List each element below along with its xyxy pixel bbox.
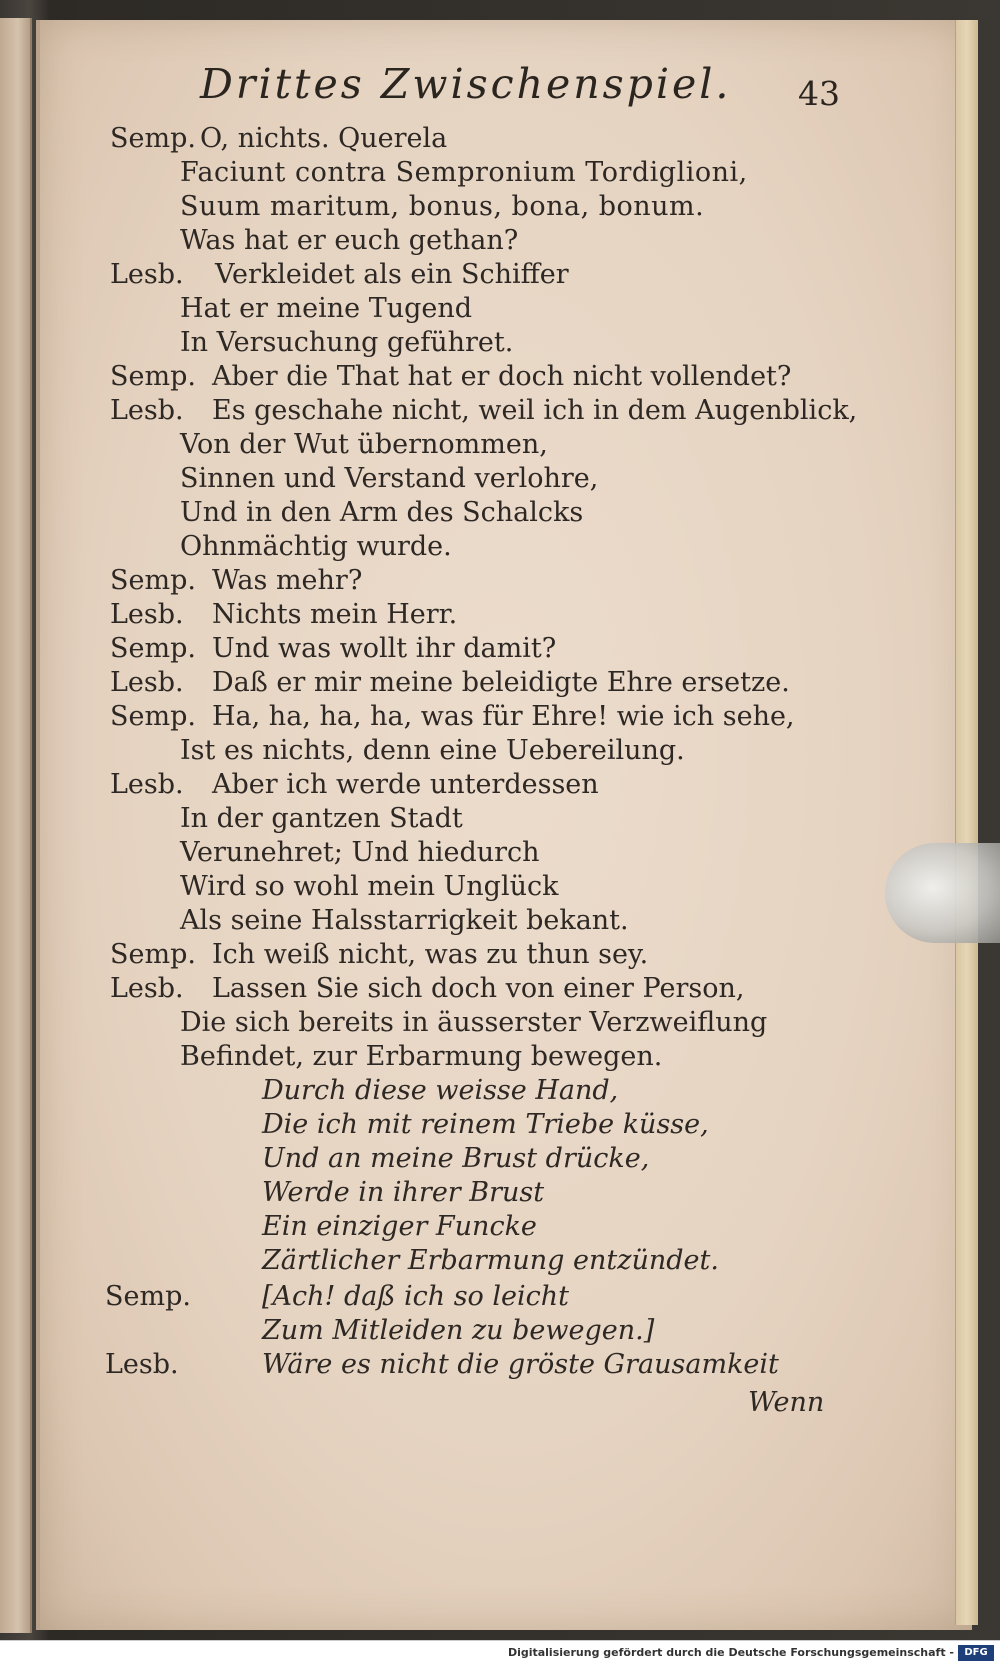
dialogue-line: O, nichts. Querela (200, 123, 448, 154)
dialogue-line: Suum maritum, bonus, bona, bonum. (180, 191, 705, 222)
dialogue-line: Hat er meine Tugend (180, 293, 473, 324)
speaker-label: Semp. (110, 123, 196, 154)
dialogue-line: Nichts mein Herr. (212, 599, 458, 630)
speaker-label: Lesb. (110, 259, 184, 290)
dfg-logo: DFG (958, 1645, 994, 1661)
speaker-label: Semp. (105, 1281, 191, 1312)
dialogue-line: Lassen Sie sich doch von einer Person, (212, 973, 745, 1004)
speaker-label: Semp. (110, 939, 196, 970)
running-title: Drittes Zwischenspiel. (200, 60, 732, 108)
page-number: 43 (798, 74, 840, 113)
footer-bar (0, 1640, 1000, 1666)
dialogue-line: Aber die That hat er doch nicht vollendet? (212, 361, 792, 392)
aria-line: Durch diese weisse Hand, (262, 1075, 619, 1106)
page-clip (885, 843, 1000, 943)
dialogue-line: Ha, ha, ha, ha, was für Ehre! wie ich sehe, (212, 701, 795, 732)
dialogue-line: Ist es nichts, denn eine Uebereilung. (180, 735, 685, 766)
dialogue-line: Als seine Halsstarrigkeit bekant. (180, 905, 629, 936)
aria-line: Zärtlicher Erbarmung entzündet. (262, 1245, 719, 1276)
speaker-label: Semp. (110, 633, 196, 664)
dialogue-line: Was mehr? (212, 565, 363, 596)
dialogue-line: Es geschahe nicht, weil ich in dem Augenblick, (212, 395, 858, 426)
dialogue-line: Wird so wohl mein Unglück (180, 871, 559, 902)
dialogue-line: Die sich bereits in äusserster Verzweiflung (180, 1007, 768, 1038)
dialogue-line: Aber ich werde unterdessen (212, 769, 599, 800)
aria-line: [Ach! daß ich so leicht (262, 1281, 570, 1312)
speaker-label: Lesb. (105, 1349, 179, 1380)
aria-line: Zum Mitleiden zu bewegen.] (262, 1315, 655, 1346)
speaker-label: Lesb. (110, 599, 184, 630)
speaker-label: Lesb. (110, 395, 184, 426)
dialogue-line: Verunehret; Und hiedurch (180, 837, 540, 868)
dialogue-line: Ohnmächtig wurde. (180, 531, 452, 562)
dialogue-line: Verkleidet als ein Schiffer (215, 259, 569, 290)
dialogue-line: Und in den Arm des Schalcks (180, 497, 584, 528)
speaker-label: Semp. (110, 701, 196, 732)
aria-line: Werde in ihrer Brust (262, 1177, 545, 1208)
dialogue-line: Und was wollt ihr damit? (212, 633, 557, 664)
dialogue-line: Was hat er euch gethan? (180, 225, 519, 256)
funding-credit: Digitalisierung gefördert durch die Deutsche Forschungsgemeinschaft - (507, 1646, 954, 1659)
speaker-label: Semp. (110, 565, 196, 596)
dialogue-line: Sinnen und Verstand verlohre, (180, 463, 599, 494)
speaker-label: Lesb. (110, 667, 184, 698)
aria-line: Die ich mit reinem Triebe küsse, (262, 1109, 709, 1140)
speaker-label: Lesb. (110, 973, 184, 1004)
dialogue-line: In der gantzen Stadt (180, 803, 463, 834)
dialogue-line: In Versuchung geführet. (180, 327, 514, 358)
speaker-label: Semp. (110, 361, 196, 392)
speaker-label: Lesb. (110, 769, 184, 800)
dialogue-line: Befindet, zur Erbarmung bewegen. (180, 1041, 663, 1072)
dialogue-line: Von der Wut übernommen, (180, 429, 548, 460)
dialogue-line: Faciunt contra Sempronium Tordiglioni, (180, 157, 748, 188)
dialogue-line: Ich weiß nicht, was zu thun sey. (212, 939, 649, 970)
aria-line: Wäre es nicht die gröste Grausamkeit (262, 1349, 779, 1380)
dialogue-line: Daß er mir meine beleidigte Ehre ersetze. (212, 667, 790, 698)
catchword: Wenn (748, 1387, 825, 1418)
aria-line: Und an meine Brust drücke, (262, 1143, 650, 1174)
aria-line: Ein einziger Funcke (262, 1211, 537, 1242)
